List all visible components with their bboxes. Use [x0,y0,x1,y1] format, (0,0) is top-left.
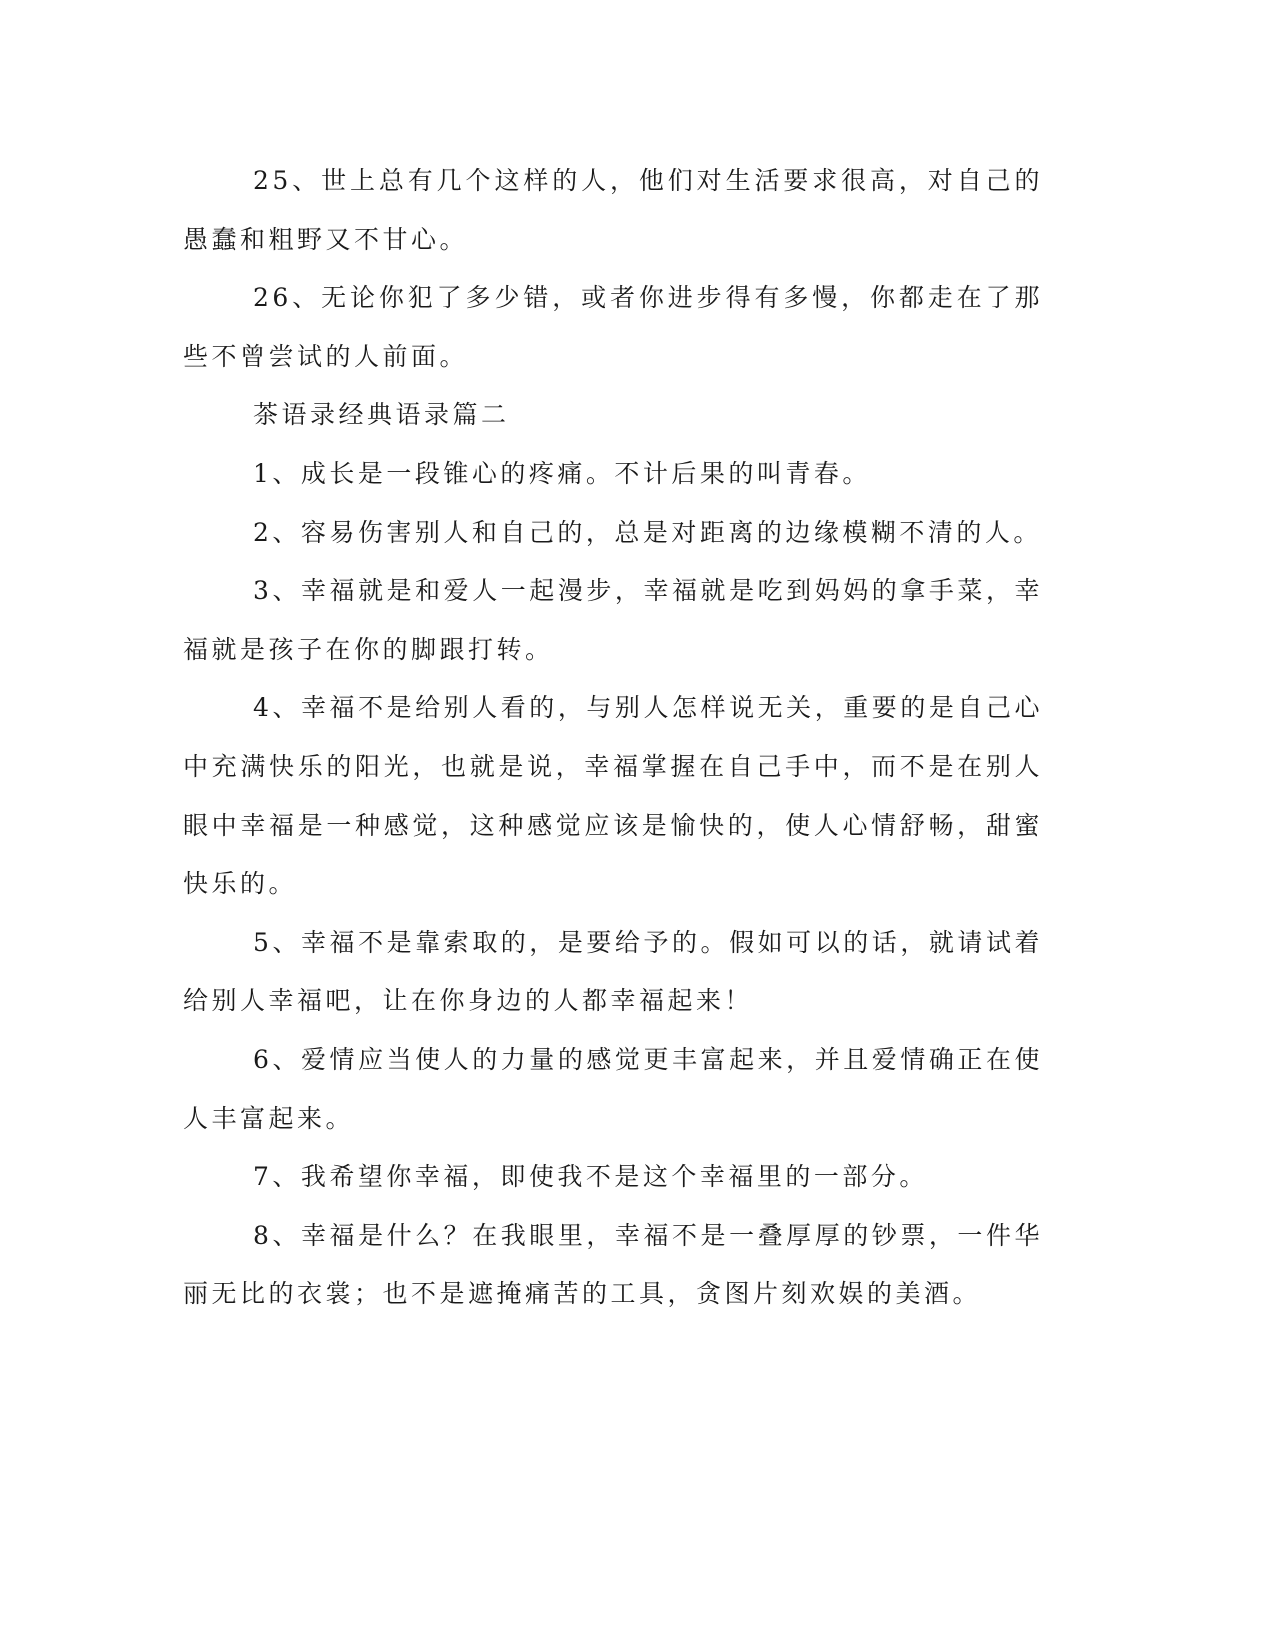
paragraph-1: 1、成长是一段锥心的疼痛。不计后果的叫青春。 [253,458,871,488]
paragraph-3: 3、幸福就是和爱人一起漫步，幸福就是吃到妈妈的拿手菜，幸福就是孩子在你的脚跟打转。 [183,576,1043,664]
paragraph-5: 5、幸福不是靠索取的，是要给予的。假如可以的话，就请试着给别人幸福吧，让在你身边的人都幸福起来！ [183,927,1043,1016]
section-heading: 茶语录经典语录篇二 [253,400,510,430]
paragraph-7: 7、我希望你幸福，即使我不是这个幸福里的一部分。 [253,1162,928,1192]
paragraph-6: 6、爱情应当使人的力量的感觉更丰富起来，并且爱情确正在使人丰富起来。 [183,1044,1043,1133]
document-body [183,152,1043,1324]
paragraph-25: 25、世上总有几个这样的人，他们对生活要求很高，对自己的愚蠢和粗野又不甘心。 [183,166,1043,254]
paragraph-2: 2、容易伤害别人和自己的，总是对距离的边缘模糊不清的人。 [253,517,1042,547]
paragraph-4: 4、幸福不是给别人看的，与别人怎样说无关，重要的是自己心中充满快乐的阳光，也就是说，幸福掌握在自己手中，而不是在别人眼中幸福是一种感觉，这种感觉应该是愉快的，使人心情舒畅，甜蜜快乐的。 [183,693,1043,899]
paragraph-8: 8、幸福是什么？在我眼里，幸福不是一叠厚厚的钞票，一件华丽无比的衣裳；也不是遮掩痛苦的工具，贪图片刻欢娱的美酒。 [183,1220,1043,1309]
paragraph-26: 26、无论你犯了多少错，或者你进步得有多慢，你都走在了那些不曾尝试的人前面。 [183,283,1043,371]
